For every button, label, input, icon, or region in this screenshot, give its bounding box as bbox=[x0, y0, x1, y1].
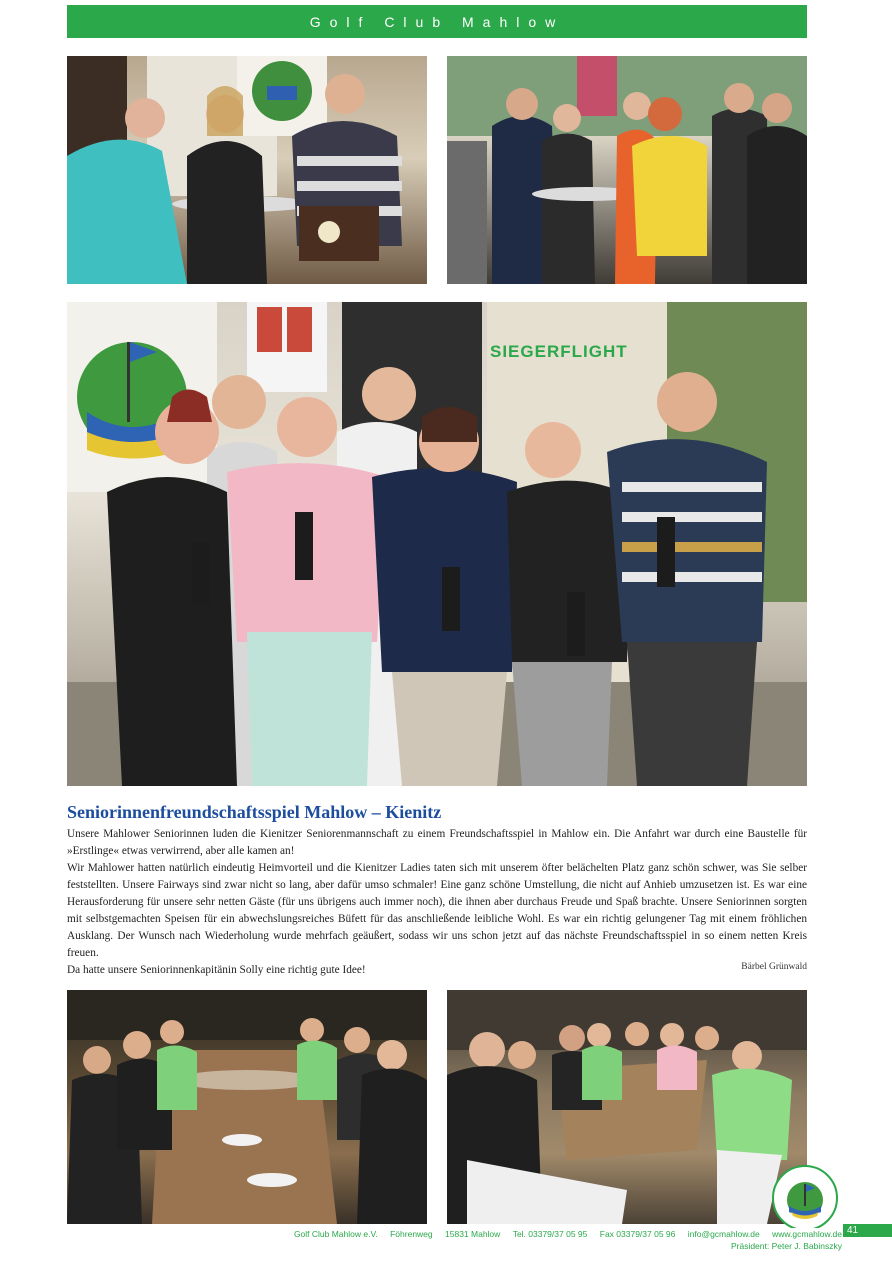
footer-tel: Tel. 03379/37 05 95 bbox=[512, 1229, 588, 1239]
footer-club: Golf Club Mahlow e.V. bbox=[293, 1229, 378, 1239]
footer-president: Präsident: Peter J. Babinszky bbox=[730, 1241, 842, 1251]
photo-dinner-left-image bbox=[67, 990, 427, 1224]
article-paragraph: Da hatte unsere Seniorinnenkapitänin Solly eine richtig gute Idee! bbox=[67, 964, 366, 976]
photo-presentation-image bbox=[67, 56, 427, 284]
article-heading: Seniorinnenfreundschaftsspiel Mahlow – Kienitz bbox=[67, 802, 442, 822]
article-paragraph: Unsere Mahlower Seniorinnen luden die Kienitzer Seniorenmannschaft zu einem Freundschaftsspiel in Mahlow ein. Die Anfahrt war durch eine Baustelle für »Erstlinge« etwas verwirrend, aber alle kamen an! bbox=[67, 828, 807, 857]
footer-street: Föhrenweg bbox=[390, 1229, 433, 1239]
header-title: Golf Club Mahlow bbox=[309, 13, 565, 30]
photo-presentation bbox=[67, 56, 427, 284]
footer-contact-line bbox=[0, 1228, 842, 1240]
footer-email[interactable]: info@gcmahlow.de bbox=[687, 1229, 760, 1239]
page-footer bbox=[0, 1228, 842, 1252]
photo-reception-image bbox=[447, 56, 807, 284]
photo-reception bbox=[447, 56, 807, 284]
page-number: 41 bbox=[843, 1224, 892, 1237]
photo-winning-flight-image bbox=[67, 302, 807, 786]
photo-dinner-right-image bbox=[447, 990, 807, 1224]
club-logo bbox=[765, 1162, 845, 1228]
photo-dinner-left bbox=[67, 990, 427, 1224]
article-paragraph: Wir Mahlower hatten natürlich eindeutig Heimvorteil und die Kienitzer Ladies taten sich mit unserem öfter belächelten Platz ganz schön schwer, was Sie selber feststellten. Unsere Fairways sind zwar nicht so lang, aber dafür umso schmaler! Eine ganz schöne Umstellung, die nicht auf Anhieb umzusetzen ist. Es war eine Herausforderung für unsere sehr netten Gäste (für uns übrigens auch immer noch), die ihnen aber durchaus Freude und Spaß brachte. Unsere Seniorinnen sorgten mit selbstgemachten Speisen für ein abwechslungsreiches Büfett für das anschließende leibliche Wohl. Es war ein richtig gelungener Tag mit einem fröhlichen Ausklang. Der Wunsch nach Wiederholung wurde mehrfach geäußert, sodass wir uns schon jetzt auf das nächste Freundschaftsspiel in so einem netten Kreis freuen. bbox=[67, 862, 807, 959]
siegerflight-sign: SIEGERFLIGHT bbox=[490, 342, 628, 361]
article-author: Bärbel Grünwald bbox=[741, 962, 807, 972]
article-body bbox=[67, 826, 807, 979]
footer-city: 15831 Mahlow bbox=[445, 1229, 501, 1239]
photo-winning-flight bbox=[67, 302, 807, 786]
header-banner bbox=[67, 5, 807, 38]
footer-fax: Fax 03379/37 05 96 bbox=[599, 1229, 676, 1239]
photo-dinner-right bbox=[447, 990, 807, 1224]
footer-web[interactable]: www.gcmahlow.de bbox=[772, 1229, 842, 1239]
